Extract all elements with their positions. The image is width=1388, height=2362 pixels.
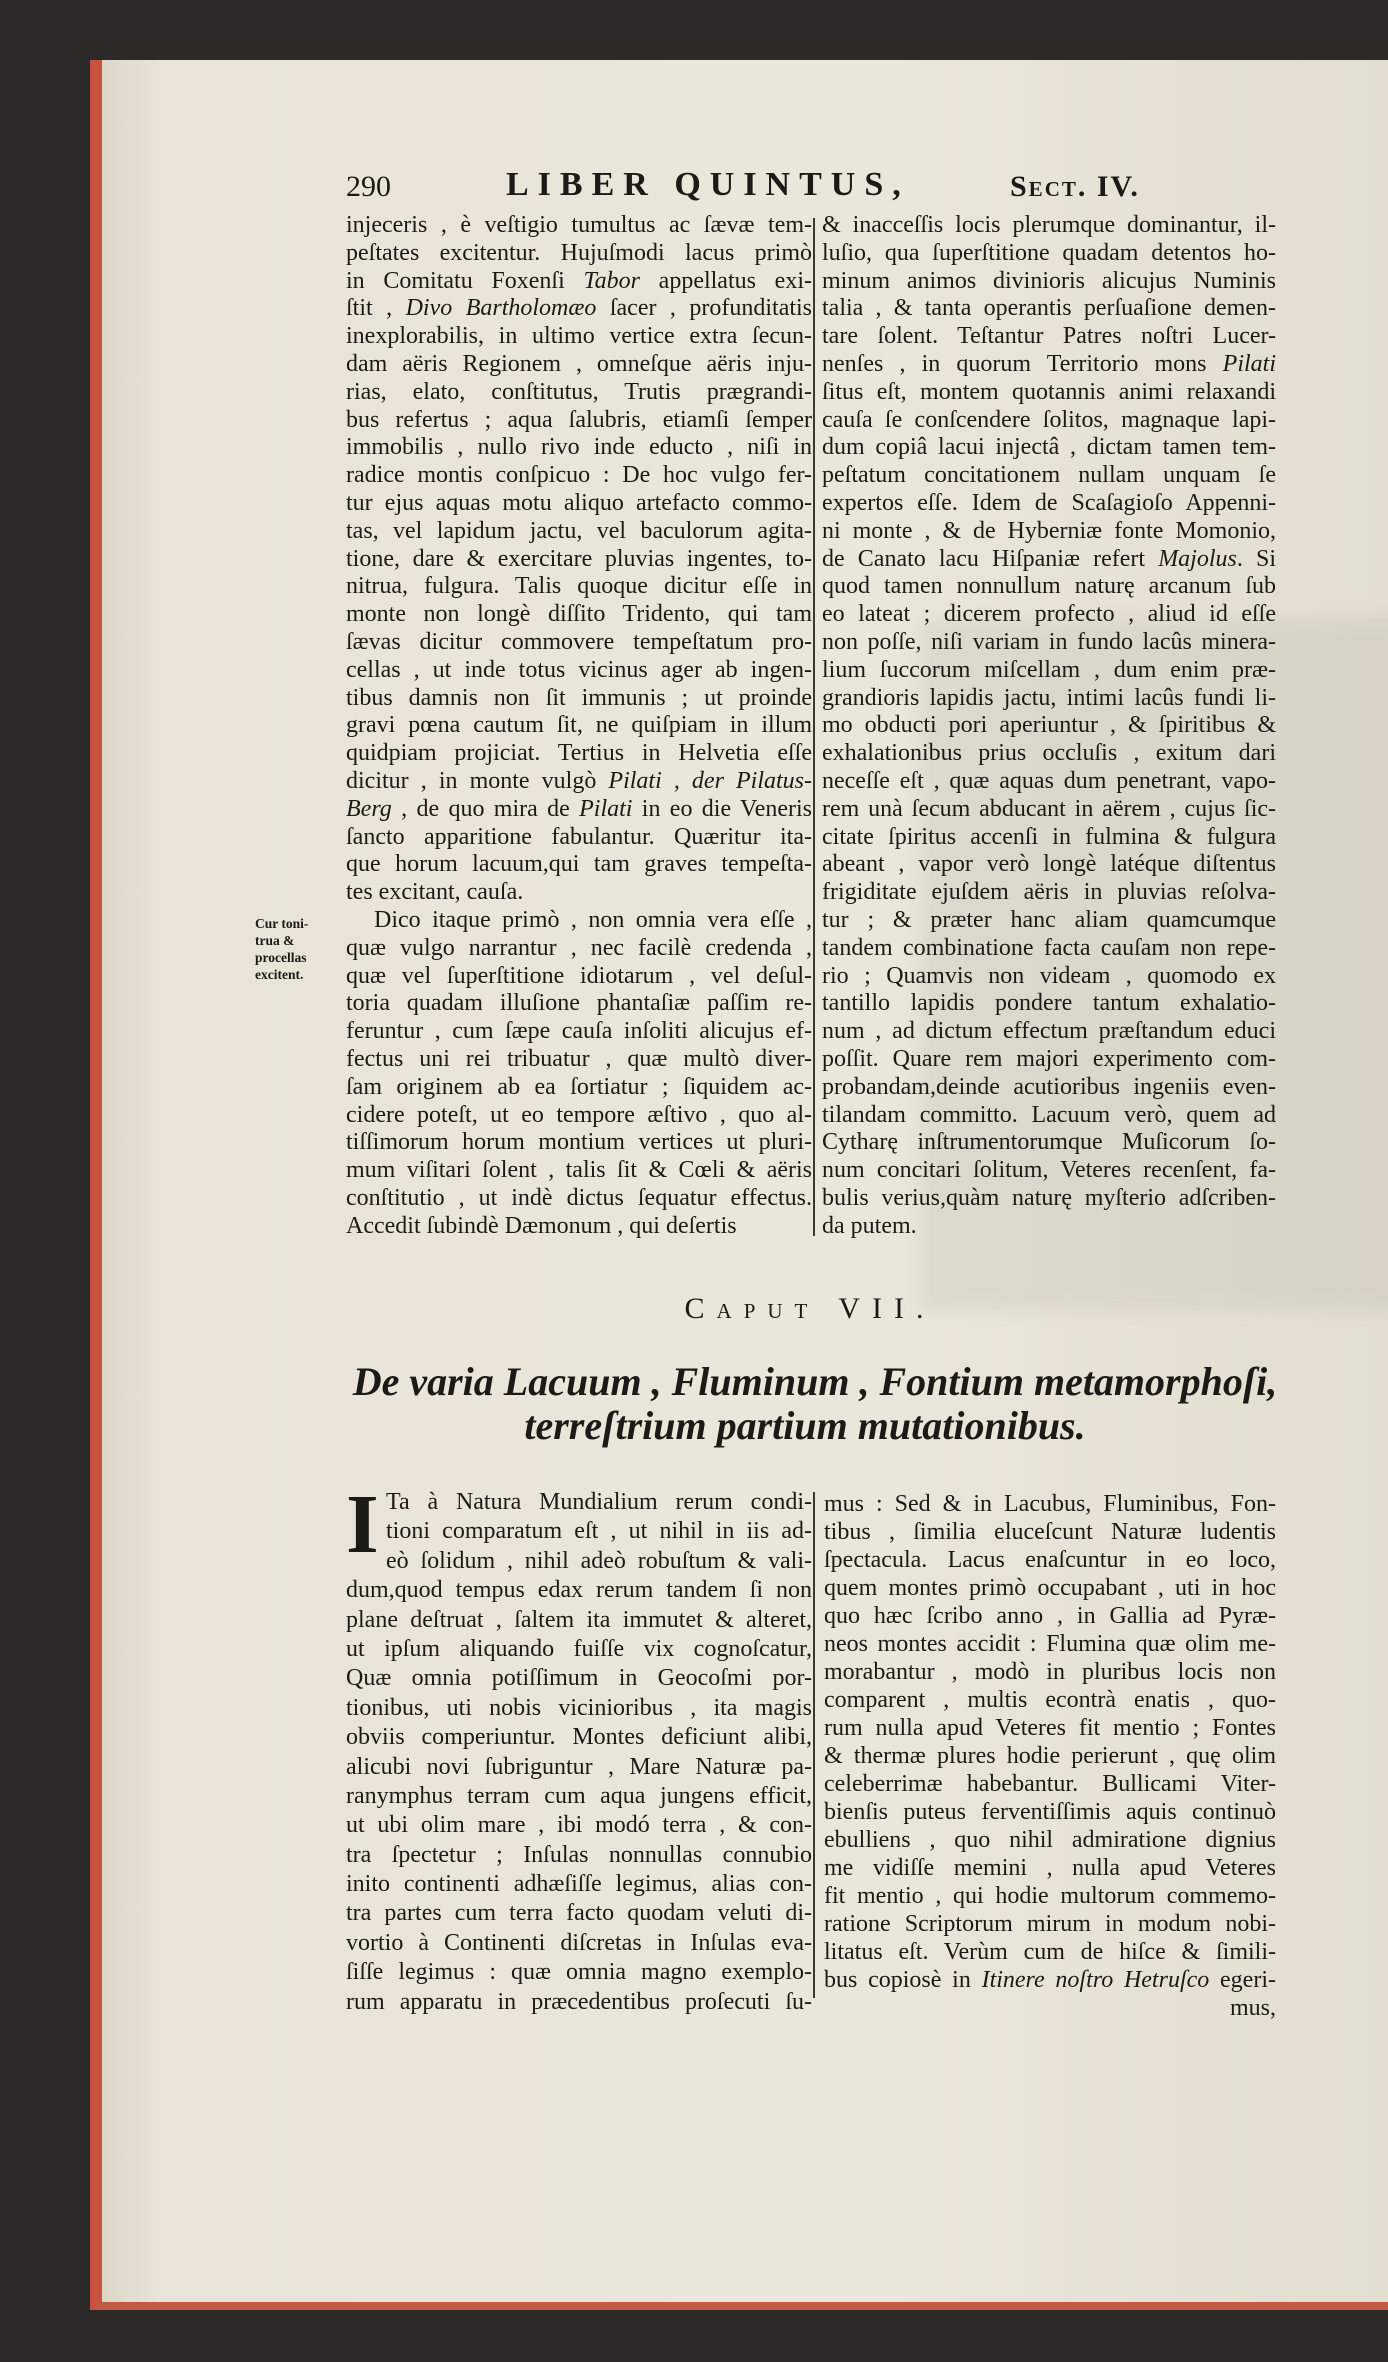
lower-left-column: [346, 1478, 812, 2017]
text-line: Quæ omnia potiſſimum in Geocoſmi por-: [346, 1665, 812, 1692]
paragraph: [346, 212, 812, 907]
text-line: ſancto apparitione fabulantur. Quæritur ita-: [346, 823, 812, 850]
text-line: cellas , ut inde totus vicinus ager ab ingen-: [346, 656, 812, 683]
text-line: vortio à Continenti diſcretas in Inſulas eva-: [346, 1929, 812, 1956]
paragraph: [346, 907, 812, 1241]
text-line: inexplorabilis, in ultimo vertice extra ſecun-: [346, 323, 812, 350]
text-line: ni monte , & de Hyberniæ fonte Momonio,: [822, 517, 1276, 544]
text-line: eo lateat ; dicerem profecto , aliud id eſſe: [822, 601, 1276, 628]
text-line: peſtatum concitationem nullam unquam ſe: [822, 462, 1276, 489]
text-line: luſio, qua ſuperſtitione quadam detentos ho-: [822, 239, 1276, 266]
text-line: tibus damnis non ſit immunis ; ut proinde: [346, 684, 812, 711]
text-line: ſam originem ab ea ſortiatur ; ſiquidem ac-: [346, 1073, 812, 1100]
paragraph: [822, 212, 1276, 1240]
text-line: da putem.: [822, 1212, 917, 1239]
text-line: bulis verius,quàm naturę myſterio adſcriben-: [822, 1184, 1276, 1211]
italic-text: Divo Bartholomæo: [405, 295, 597, 322]
text-line: neceſſe eſt , quæ aquas dum penetrant, vapo-: [822, 767, 1276, 794]
text-line: Dico itaque primò , non omnia vera eſſe ,: [374, 906, 812, 933]
text-line: num concitari ſolitum, Veteres recenſent, fa-: [822, 1157, 1276, 1184]
drop-cap: I: [346, 1478, 379, 1571]
text-line: cauſa ſe conſcendere ſolitos, magnaque lapi-: [822, 406, 1276, 433]
text-line: dum copiâ lacui injectâ , dictam tamen tem-: [822, 434, 1276, 461]
text-line: comparent , multis econtrà enatis , quo-: [824, 1687, 1276, 1713]
text-line: frigiditate ejuſdem aëris in pluvias reſolva-: [822, 879, 1276, 906]
page-number: 290: [346, 170, 391, 203]
italic-text: Pilati , der Pilatus-: [608, 767, 812, 794]
text-line: bienſis puteus ferventiſſimis aquis continuò: [824, 1799, 1276, 1825]
text-line: & inacceſſis locis plerumque dominantur, il-: [822, 212, 1276, 238]
margin-note: [255, 915, 308, 983]
text-line: talia , & tanta operantis perſuaſione demen-: [822, 295, 1276, 322]
text-line: celeberrimæ habebantur. Bullicami Viter-: [824, 1771, 1276, 1797]
text-line: fectus uni rei tribuatur , quæ multò diver-: [346, 1045, 812, 1072]
text-line: rias, elato, conſtitutus, Trutis prægrandi-: [346, 378, 812, 405]
text-line: & thermæ plures hodie perierunt , quę olim: [824, 1743, 1276, 1769]
text-line: quæ vulgo narrantur , nec facilè credenda ,: [346, 934, 812, 961]
text-line: plane deſtruat , ſaltem ita immutet & alteret,: [346, 1606, 812, 1633]
lower-right-column: [824, 1490, 1276, 2022]
text-line: mum viſitari ſolent , talis ſit & Cœli & aëris: [346, 1157, 812, 1184]
text-line: citate ſpiritus accenſi in fulmina & fulgura: [822, 823, 1276, 850]
text-line: cidere poteſt, ut eo tempore æſtivo , quo al-: [346, 1101, 812, 1128]
text-line: probandam,deinde acutioribus ingeniis even-: [822, 1073, 1276, 1100]
lower-right-lines: [824, 1490, 1276, 1994]
text-line: non poſſe, niſi variam in fundo lacûs minera-: [822, 628, 1276, 655]
text-line: tibus , ſimilia eluceſcunt Naturæ ludentis: [824, 1519, 1276, 1545]
running-title: LIBER QUINTUS,: [506, 166, 910, 203]
text-line: tas, vel lapidum jactu, vel baculorum agita-: [346, 517, 812, 544]
italic-text: Pilati: [579, 795, 633, 822]
text-line: ratione Scriptorum mirum in modum nobi-: [824, 1911, 1276, 1937]
text-line: num , ad dictum effectum præſtandum educi: [822, 1018, 1276, 1045]
text-line: Berg , de quo mira de Pilati in eo die Veneris: [346, 795, 812, 822]
text-line: dam aëris Regionem , omneſque aëris inju-: [346, 350, 812, 377]
text-line: Ta à Natura Mundialium rerum condi-: [386, 1489, 812, 1515]
italic-text: Tabor: [583, 267, 640, 294]
chapter-label: Caput VII.: [684, 1292, 936, 1325]
text-line: Cytharę inſtrumentorumque Muſicorum ſo-: [822, 1129, 1276, 1156]
italic-text: Majolus: [1158, 545, 1237, 572]
text-line: feruntur , cum ſæpe cauſa inſoliti alicujus ef-: [346, 1018, 812, 1045]
text-line: inito continenti adhæſiſſe legimus, alias con-: [346, 1871, 812, 1898]
text-line: radice montis conſpicuo : De hoc vulgo fer-: [346, 462, 812, 489]
text-line: tiſſimorum horum montium vertices ut pluri-: [346, 1129, 812, 1156]
text-line: in Comitatu Foxenſi Tabor appellatus exi-: [346, 267, 812, 294]
text-line: morabantur , modò in pluribus locis non: [824, 1659, 1276, 1685]
text-line: litatus eſt. Verùm cum de hiſce & ſimili-: [824, 1939, 1276, 1965]
text-line: bus refertus ; aqua ſalubris, etiamſi ſemper: [346, 406, 812, 433]
text-line: tra partes cum terra facto quodam veluti di-: [346, 1900, 812, 1927]
text-line: fit mentio , qui hodie multorum commemo-: [824, 1883, 1276, 1909]
text-line: immobilis , nullo rivo inde educto , niſi in: [346, 434, 812, 461]
text-line: lium ſuccorum miſcellam , dum enim præ-: [822, 656, 1276, 683]
text-line: rum nulla apud Veteres fit mentio ; Fontes: [824, 1715, 1276, 1741]
text-line: exhalationibus prius occluſis , exitum dari: [822, 740, 1276, 767]
text-line: gravi pœna cautum ſit, ne quiſpiam in illum: [346, 712, 812, 739]
text-line: quo hæc ſcribo anno , in Gallia ad Pyræ-: [824, 1603, 1276, 1629]
text-line: grandioris lapidis jactu, intimi lacûs fundi li-: [822, 684, 1276, 711]
text-line: que horum lacuum,qui tam graves tempeſta-: [346, 851, 812, 878]
margin-note-line: excitent.: [255, 967, 304, 982]
text-line: quæ vel ſuperſtitione idiotarum , vel deſul-: [346, 962, 812, 989]
text-line: ſævas dicitur commovere tempeſtatum pro-: [346, 628, 812, 655]
text-line: ſitus eſt, montem quotannis animi relaxandi: [822, 378, 1276, 405]
text-line: ebulliens , quo nihil admiratione dignius: [824, 1827, 1276, 1853]
text-line: poſſit. Quare rem majori experimento com-: [822, 1045, 1276, 1072]
text-line: obviis comperiuntur. Montes deficiunt alibi,: [346, 1724, 812, 1751]
text-line: me vidiſſe memini , nulla apud Veteres: [824, 1855, 1276, 1881]
margin-note-line: trua &: [255, 933, 295, 948]
column-rule: [813, 1492, 815, 1998]
text-line: injeceris , è veſtigio tumultus ac ſævæ tem-: [346, 212, 812, 238]
text-line: tionibus, uti nobis vicinioribus , ita magis: [346, 1694, 812, 1721]
text-line: peſtates excitentur. Hujuſmodi lacus primò: [346, 239, 812, 266]
text-line: tilandam committo. Lacuum verò, quem ad: [822, 1101, 1276, 1128]
text-line: monte non longè diſſito Tridento, qui tam: [346, 601, 812, 628]
text-line: ſtit , Divo Bartholomæo ſacer , profunditatis: [346, 295, 813, 322]
text-line: tra ſpectetur ; Inſulas nonnullas connubio: [346, 1841, 812, 1868]
text-line: nitrua, fulgura. Talis quoque dicitur eſſe in: [346, 573, 812, 600]
text-line: quidpiam projiciat. Tertius in Helvetia eſſe: [346, 740, 812, 767]
text-line: mus : Sed & in Lacubus, Fluminibus, Fon-: [824, 1491, 1276, 1517]
catch-line: mus,: [1229, 1995, 1276, 2021]
text-line: toria quadam illuſione phantaſiæ paſſim re-: [346, 990, 812, 1017]
text-line: rum apparatu in præcedentibus proſecuti ſu-: [346, 1988, 812, 2015]
text-line: tandem combinatione facta cauſam non repe-: [822, 934, 1276, 961]
lower-left-lines: [346, 1478, 812, 2017]
text-line: ſiſſe legimus : quæ omnia magno exemplo-: [346, 1959, 812, 1986]
text-line: conſtitutio , ut indè dictus ſequatur effectus.: [346, 1184, 812, 1211]
text-line: ranymphus terram cum aqua jungens efficit,: [346, 1782, 812, 1809]
text-line: alicubi novi ſubriguntur , Mare Naturæ pa-: [346, 1753, 812, 1780]
text-line: tare ſolent. Teſtantur Patres noſtri Lucer-: [822, 323, 1276, 350]
text-line: ſpectacula. Lacus enaſcuntur in eo loco,: [824, 1547, 1276, 1573]
italic-text: Berg: [346, 795, 392, 822]
margin-note-line: procellas: [255, 950, 307, 965]
text-line: tioni comparatum eſt , ut nihil in iis ad-: [386, 1518, 812, 1545]
text-line: nenſes , in quorum Territorio mons Pilati: [822, 350, 1276, 377]
text-line: quod tamen nonnullum naturę arcanum ſub: [822, 573, 1276, 600]
italic-text: Itinere noſtro Hetruſco: [981, 1967, 1210, 1993]
text-line: expertos eſſe. Idem de Scaſagioſo Appenni-: [822, 489, 1276, 516]
text-line: tantillo lapidis pondere tantum exhalatio-: [822, 990, 1276, 1017]
text-line: bus copiosè in Itinere noſtro Hetruſco egeri-: [824, 1967, 1276, 1993]
text-line: quem montes primò occupabant , uti in hoc: [824, 1575, 1276, 1601]
text-line: ut ipſum aliquando fuiſſe vix cognoſcatur,: [346, 1635, 812, 1662]
margin-note-line: Cur toni-: [255, 916, 309, 931]
text-line: rem unà ſecum abducant in aërem , cujus ſic-: [822, 795, 1276, 822]
chapter-title-line-2: terreſtrium partium mutationibus.: [524, 1403, 1086, 1448]
text-line: Accedit ſubindè Dæmonum , qui deſertis: [346, 1212, 737, 1239]
text-line: minum animos divinioris alicujus Numinis: [822, 267, 1276, 294]
text-line: tione, dare & exercitare pluvias ingentes, to-: [346, 545, 812, 572]
upper-left-column: [346, 212, 812, 1240]
text-line: de Canato lacu Hiſpaniæ refert Majolus. Si: [822, 545, 1276, 572]
section-label: Sect. IV.: [1010, 170, 1140, 203]
chapter-title-line-1: De varia Lacuum , Fluminum , Fontium metamorphoſi,: [352, 1359, 1278, 1404]
column-rule: [813, 218, 815, 1236]
text-line: dicitur , in monte vulgò Pilati , der Pilatus-: [346, 767, 812, 794]
text-line: dum,quod tempus edax rerum tandem ſi non: [346, 1577, 812, 1604]
text-line: tur ejus aquas motu aliquo artefacto commo-: [346, 489, 812, 516]
text-line: neos montes accidit : Flumina quæ olim me-: [824, 1631, 1276, 1657]
text-line: mo obducti pori aperiuntur , & ſpiritibus &: [822, 712, 1276, 739]
text-line: rio ; Quamvis non videam , quomodo ex: [822, 962, 1276, 989]
text-line: eò ſolidum , nihil adeò robuſtum & vali-: [386, 1547, 812, 1574]
text-line: tes excitant, cauſa.: [346, 879, 524, 906]
text-line: tur ; & præter hanc aliam quamcumque: [822, 906, 1276, 933]
text-line: ut ubi olim mare , ibi modó terra , & con-: [346, 1812, 812, 1839]
italic-text: Pilati: [1222, 350, 1276, 377]
text-line: abeant , vapor verò longè latéque diſtentus: [822, 851, 1276, 878]
upper-right-column: [822, 212, 1276, 1240]
